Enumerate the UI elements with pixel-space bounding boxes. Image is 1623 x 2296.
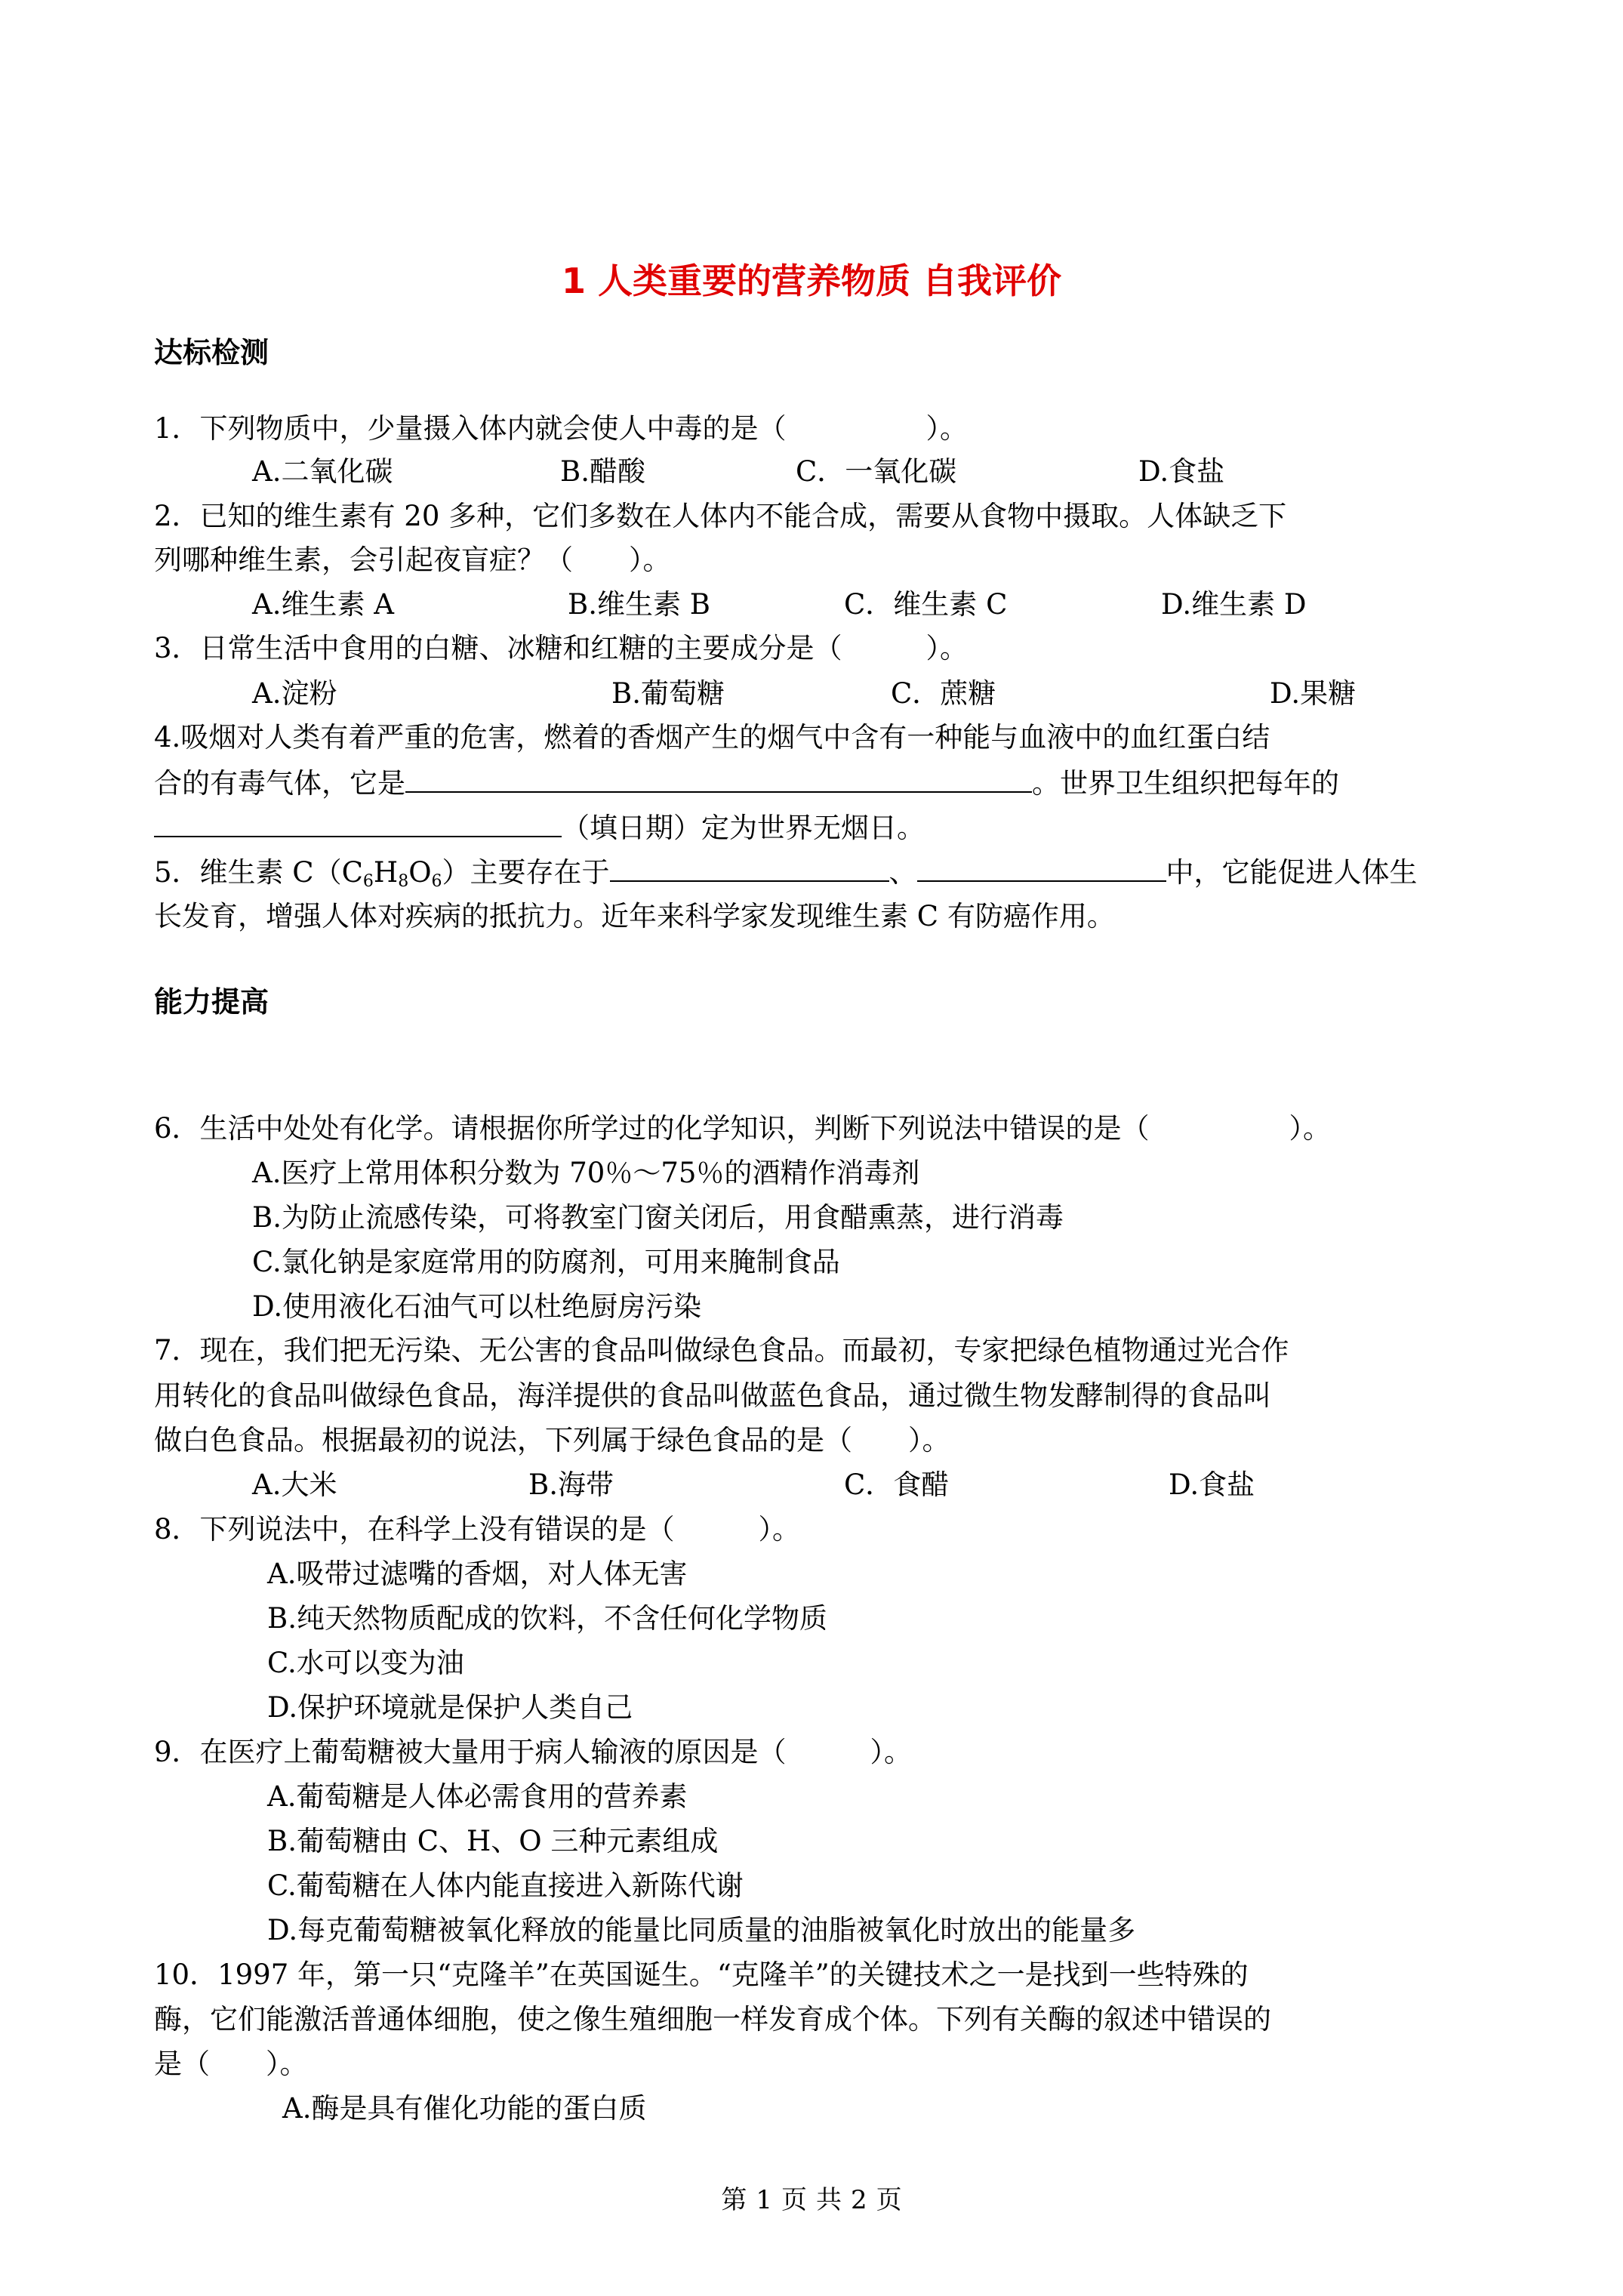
page-footer [0,2179,1623,2216]
question-3: 3．日常生活中食用的白糖、冰糖和红糖的主要成分是（ ）。 [154,632,969,664]
footer-total-pages: 2 [851,2185,867,2215]
question-2-line-2: 列哪种维生素，会引起夜盲症？（ ）。 [154,544,671,576]
q8-option-c: C.水可以变为油 [267,1647,464,1679]
q5-text-start: 5．维生素 C（C [154,856,363,889]
q9-option-c: C.葡萄糖在人体内能直接进入新陈代谢 [267,1869,744,1902]
page-title: 1 人类重要的营养物质 自我评价 [561,260,1062,301]
section-heading-ability: 能力提高 [154,985,269,1019]
q8-option-b: B.纯天然物质配成的饮料，不含任何化学物质 [267,1602,827,1635]
q3-option-d: D.果糖 [1270,677,1357,710]
q5-separator: 、 [888,856,917,889]
q5-subscript: 6 [362,872,374,891]
q4-line-2-end: 。世界卫生组织把每年的 [1032,767,1339,800]
question-7-line-1: 7．现在，我们把无污染、无公害的食品叫做绿色食品。而最初，专家把绿色植物通过光合作 [154,1334,1289,1367]
q1-option-d: D.食盐 [1138,455,1225,488]
q4-blank-gas[interactable] [405,764,1032,793]
q3-option-c: C．蔗糖 [891,677,996,710]
footer-word-ye-2: 页 [876,2185,902,2215]
question-10-line-1: 10．1997 年，第一只“克隆羊”在英国诞生。“克隆羊”的关键技术之一是找到一些特殊的 [154,1959,1249,1991]
q5-text-end: 中，它能促进人体生 [1166,856,1418,889]
q5-text-mid: ）主要存在于 [442,856,610,889]
q8-option-d: D.保护环境就是保护人类自己 [267,1691,633,1724]
q2-option-b: B.维生素 B [568,588,710,621]
q5-subscript: 8 [398,872,409,891]
q7-option-c: C．食醋 [844,1469,950,1501]
question-4-line-1: 4.吸烟对人类有着严重的危害，燃着的香烟产生的烟气中含有一种能与血液中的血红蛋白结 [154,721,1270,754]
q9-option-b: B.葡萄糖由 C、H、O 三种元素组成 [267,1825,719,1857]
q9-option-a: A.葡萄糖是人体必需食用的营养素 [267,1780,688,1813]
q5-blank-2[interactable] [917,853,1166,882]
footer-page-number: 1 [756,2185,772,2215]
q3-option-a: A.淀粉 [252,677,337,710]
q8-option-a: A.吸带过滤嘴的香烟，对人体无害 [267,1558,688,1590]
q4-blank-date[interactable] [154,809,562,837]
question-7-line-3: 做白色食品。根据最初的说法，下列属于绿色食品的是（ ）。 [154,1424,950,1456]
q4-line-3-text: （填日期）定为世界无烟日。 [562,812,925,844]
q2-option-d: D.维生素 D [1161,588,1307,621]
footer-word-gong: 共 [816,2185,842,2215]
footer-word-ye: 页 [781,2185,807,2215]
q10-option-a: A.酶是具有催化功能的蛋白质 [282,2092,647,2125]
q6-option-c: C.氯化钠是家庭常用的防腐剂，可用来腌制食品 [252,1246,840,1278]
q4-line-2-start: 合的有毒气体，它是 [154,767,405,800]
q6-option-b: B.为防止流感传染，可将教室门窗关闭后，用食醋熏蒸，进行消毒 [252,1201,1064,1234]
question-7-line-2: 用转化的食品叫做绿色食品，海洋提供的食品叫做蓝色食品，通过微生物发酵制得的食品叫 [154,1379,1271,1412]
footer-word-di: 第 [721,2185,747,2215]
question-8: 8．下列说法中，在科学上没有错误的是（ ）。 [154,1513,801,1546]
q5-subscript: 6 [431,872,442,891]
q2-option-a: A.维生素 A [252,588,394,621]
q7-option-a: A.大米 [252,1469,337,1501]
question-6: 6．生活中处处有化学。请根据你所学过的化学知识，判断下列说法中错误的是（ ）。 [154,1112,1332,1145]
q1-option-c: C．一氧化碳 [796,455,957,488]
question-5-line-2: 长发育，增强人体对疾病的抵抗力。近年来科学家发现维生素 C 有防癌作用。 [154,900,1115,932]
question-1: 1．下列物质中，少量摄入体内就会使人中毒的是（ ）。 [154,412,969,445]
q6-option-a: A.医疗上常用体积分数为 70％～75％的酒精作消毒剂 [252,1157,920,1189]
question-5-line-1 [154,853,1418,901]
question-4-line-2 [154,764,1339,803]
q5-blank-1[interactable] [610,853,889,882]
question-2-line-1: 2．已知的维生素有 20 多种，它们多数在人体内不能合成，需要从食物中摄取。人体缺乏下 [154,500,1287,532]
q6-option-d: D.使用液化石油气可以杜绝厨房污染 [252,1290,702,1323]
question-9: 9．在医疗上葡萄糖被大量用于病人输液的原因是（ ）。 [154,1736,913,1768]
q3-option-b: B.葡萄糖 [611,677,725,710]
q5-formula-o: O [408,856,432,889]
q9-option-d: D.每克葡萄糖被氧化释放的能量比同质量的油脂被氧化时放出的能量多 [267,1914,1136,1946]
q1-option-a: A.二氧化碳 [252,455,393,488]
q1-option-b: B.醋酸 [560,455,645,488]
q2-option-c: C．维生素 C [844,588,1008,621]
question-10-line-2: 酶，它们能激活普通体细胞，使之像生殖细胞一样发育成个体。下列有关酶的叙述中错误的 [154,2003,1271,2036]
question-10-line-3: 是（ ）。 [154,2048,308,2080]
q7-option-d: D.食盐 [1169,1469,1255,1501]
q5-formula-h: H [373,856,399,889]
q7-option-b: B.海带 [528,1469,614,1501]
question-4-line-3 [154,809,925,847]
section-heading-standard-test: 达标检测 [154,336,269,369]
